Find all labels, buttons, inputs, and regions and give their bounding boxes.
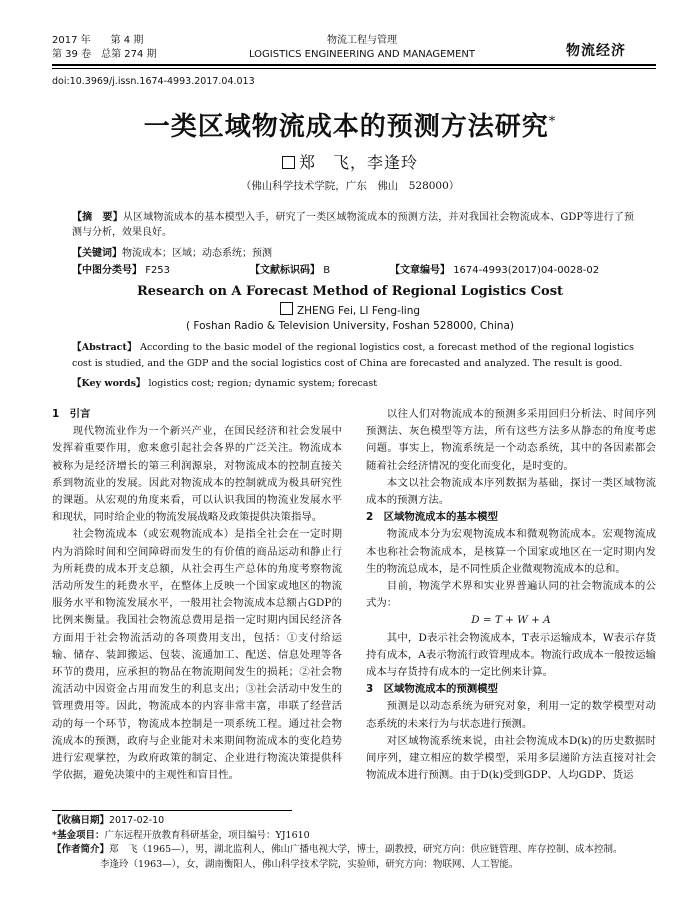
journal-issue-info: [52, 34, 157, 62]
article-number: [390, 261, 599, 276]
paragraph: 以往人们对物流成本的预测多采用回归分析法、时间序列预测法、灰色模型等方法，所有这些方法多从静态的角度考虑问题。事实上，物流系统是一个动态系统，其中的各因素都会随着社会经济情况的变化而变化，是时变的。: [366, 408, 656, 472]
formula: D = T + W + A: [471, 614, 551, 627]
header-rule-thin: [52, 68, 656, 69]
keywords-en-text: logistics cost; region; dynamic system; forecast: [148, 378, 378, 389]
journal-name: [228, 34, 496, 62]
received-label: 【收稿日期】: [52, 815, 110, 826]
section-name: 物流经济: [566, 43, 626, 59]
paragraph: 本文以社会物流成本序列数据为基础，探讨一类区域物流成本的预测方法。: [366, 476, 656, 507]
paragraph: 对区域物流系统来说，由社会物流成本D(k)的历史数据时间序列，建立相应的数学模型，采用多层递阶方法直接对社会物流成本进行预测。由于D(k)受到GDP、人均GDP、货运: [366, 734, 656, 782]
abstract-en: [72, 340, 634, 372]
clc-value: F253: [145, 265, 171, 276]
author-bio: [52, 843, 656, 858]
author-box-icon: [282, 156, 295, 169]
authors-text: 郑 飞，李逢玲: [298, 153, 418, 172]
keywords-cn-label: 【关键词】: [72, 248, 122, 259]
keywords-cn-text: 物流成本；区域；动态系统；预测: [122, 248, 272, 259]
section-heading: 3 区域物流成本的预测模型: [366, 683, 498, 696]
authors: [0, 150, 700, 173]
title-footnote-mark: *: [548, 114, 557, 130]
paragraph: 预测是以动态系统为研究对象，利用一定的数学模型对动态系统的未来行为与状态进行预测。: [366, 700, 656, 730]
fund-info: [52, 829, 656, 844]
header-rule: [52, 64, 656, 66]
author-box-icon: [280, 302, 293, 315]
english-title: Research on A Forecast Method of Regional Logistics Cost: [136, 284, 564, 299]
body-column-right: [366, 406, 656, 784]
abstract-cn-text: 从区域物流成本的基本模型入手，研究了一类区域物流成本的预测方法，并对我国社会物流成本、GDP等进行了预测与分析，效果良好。: [72, 212, 635, 238]
paragraph: 物流成本分为宏观物流成本和微观物流成本。宏观物流成本也称社会物流成本，是核算一个国家或地区在一定时期内发生的物流总成本，是不同性质企业微观物流成本的总和。: [366, 528, 656, 575]
footnote-rule: [52, 810, 292, 811]
section-heading: 2 区域物流成本的基本模型: [366, 511, 498, 524]
keywords-cn: [72, 244, 634, 259]
doc-label: 【文献标识码】: [250, 265, 320, 276]
body-column-left: [52, 406, 342, 784]
abstract-en-text: According to the basic model of the regional logistics cost, a forecast method of the regional logistics cost is studied, and the GDP and the social logistics cost of China are forecasted and analyzed. The result is good.: [72, 342, 634, 369]
doc-value: B: [323, 265, 331, 276]
received-value: 2017-02-10: [109, 815, 165, 826]
paragraph: 现代物流业作为一个新兴产业，在国民经济和社会发展中发挥着重要作用，愈来愈引起社会各界的广泛关注。物流成本被称为是经济增长的第三利润源泉，对物流成本的控制直接关系到物流业的发展。因此对物流成本的控制就成为极具研究性的课题。从宏观的角度来看，可以认识我国的物流业发展水平和现状，同时给企业的物流发展战略及政策提供决策指导。: [52, 425, 342, 524]
footnotes: [52, 814, 656, 872]
paper-title: [0, 106, 700, 143]
paragraph: 社会物流成本（或宏观物流成本）是指全社会在一定时期内为消除时间和空间障碍而发生的有价值的商品运动和静止行为所耗费的成本开支总额，从社会再生产总体的角度考察物流活动所发生的耗费水平，在整体上反映一个国家或地区的物流服务水平和物流发展水平，一般用社会物流成本总额占GDP的比例来衡量。我国社会物流总费用是指一定时期内国民经济各方面用于社会物流活动的各项费用支出，包括：①支付给运输、储存、装卸搬运、包装、流通加工、配送、信息处理等各环节的费用，应承担的物品在物流期间发生的损耗；②社会物流活动中因资金占用而发生的利息支出；③社会活动中发生的管理费用等。因此，物流成本的内容非常丰富，串联了经营活动的每一个环节，物流成本控制是一项系统工程。通过社会物流成本的预测，政府与企业能对未来期间物流成本的变化趋势进行宏观掌控，为政府政策的制定、企业进行物流决策提供科学依据，避免决策中的主观性和盲目性。: [52, 528, 342, 782]
doc-code: [250, 261, 330, 276]
fund-value: 广东远程开放教育科研基金，项目编号：YJ1610: [104, 829, 310, 841]
paragraph: 其中，D表示社会物流成本，T表示运输成本，W表示存货持有成本，A表示物流行政管理成本。物流行政成本一般按运输成本与存货持有成本的一定比例来计算。: [366, 631, 656, 679]
year-issue: 2017 年 第 4 期: [52, 35, 144, 46]
abstract-cn: [72, 210, 634, 240]
english-affiliation: ( Foshan Radio & Television University, Foshan 528000, China): [186, 320, 514, 332]
bio-label: 【作者简介】: [52, 844, 110, 855]
article-value: 1674-4993(2017)04-0028-02: [453, 265, 600, 276]
volume-total: 第 39 卷 总第 274 期: [52, 49, 157, 60]
abstract-cn-label: 【摘 要】: [72, 212, 123, 223]
paper-title-text: 一类区域物流成本的预测方法研究: [143, 112, 549, 142]
english-authors-text: ZHENG Fei, LI Feng-ling: [296, 305, 421, 317]
article-label: 【文章编号】: [390, 265, 450, 276]
clc-label: 【中图分类号】: [72, 265, 142, 276]
journal-name-en: LOGISTICS ENGINEERING AND MANAGEMENT: [248, 49, 476, 60]
abstract-en-label: 【Abstract】: [72, 342, 137, 353]
doi: doi:10.3969/j.issn.1674-4993.2017.04.013: [52, 76, 255, 87]
keywords-en-label: 【Key words】: [72, 378, 146, 389]
affiliation: （佛山科学技术学院，广东 佛山 528000）: [240, 180, 460, 192]
keywords-en: [72, 375, 634, 389]
received-date: [52, 814, 656, 829]
fund-label: *基金项目：: [52, 829, 105, 841]
english-authors: [0, 302, 700, 317]
clc-code: [72, 261, 170, 276]
bio-first-author: 郑 飞（1965—），男，湖北监利人，佛山广播电视大学，博士，副教授，研究方向：供应链管理、库存控制、成本控制。: [109, 844, 623, 855]
section-heading: 1 引言: [52, 408, 91, 420]
paragraph: 目前，物流学术界和实业界普遍认同的社会物流成本的公式为：: [366, 580, 656, 610]
journal-name-cn: 物流工程与管理: [327, 35, 397, 46]
author-bio-second: 李逢玲（1963—），女，湖南衡阳人，佛山科学技术学院，实验师，研究方向：物联网、人工智能。: [100, 858, 519, 870]
